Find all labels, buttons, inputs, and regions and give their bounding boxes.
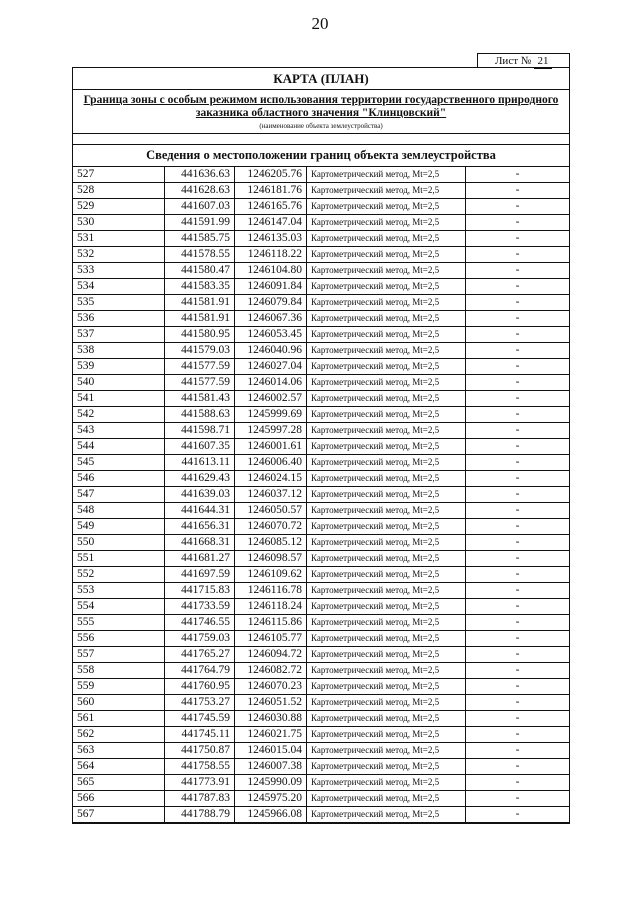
table-row	[73, 599, 569, 615]
table-row	[73, 231, 569, 247]
table-row	[73, 279, 569, 295]
x-coordinate-cell: 441750.87	[165, 743, 235, 759]
table-row	[73, 679, 569, 695]
note-cell: -	[466, 471, 570, 487]
method-cell: Картометрический метод, Mt=2,5	[307, 455, 466, 471]
x-coordinate-cell: 441758.55	[165, 759, 235, 775]
method-cell: Картометрический метод, Mt=2,5	[307, 775, 466, 791]
table-row	[73, 631, 569, 647]
y-coordinate-cell: 1246015.04	[235, 743, 307, 759]
table-row	[73, 807, 569, 823]
note-cell: -	[466, 423, 570, 439]
point-number-cell: 537	[73, 327, 165, 343]
y-coordinate-cell: 1246115.86	[235, 615, 307, 631]
table-row	[73, 743, 569, 759]
method-cell: Картометрический метод, Mt=2,5	[307, 647, 466, 663]
note-cell: -	[466, 679, 570, 695]
table-row	[73, 647, 569, 663]
note-cell: -	[466, 519, 570, 535]
point-number-cell: 538	[73, 343, 165, 359]
method-cell: Картометрический метод, Mt=2,5	[307, 359, 466, 375]
x-coordinate-cell: 441765.27	[165, 647, 235, 663]
point-number-cell: 544	[73, 439, 165, 455]
table-row	[73, 311, 569, 327]
point-number-cell: 532	[73, 247, 165, 263]
x-coordinate-cell: 441746.55	[165, 615, 235, 631]
note-cell: -	[466, 615, 570, 631]
x-coordinate-cell: 441733.59	[165, 599, 235, 615]
table-row	[73, 695, 569, 711]
coordinates-table	[73, 166, 569, 823]
note-cell: -	[466, 791, 570, 807]
x-coordinate-cell: 441681.27	[165, 551, 235, 567]
x-coordinate-cell: 441760.95	[165, 679, 235, 695]
x-coordinate-cell: 441580.47	[165, 263, 235, 279]
note-cell: -	[466, 311, 570, 327]
x-coordinate-cell: 441581.43	[165, 391, 235, 407]
x-coordinate-cell: 441668.31	[165, 535, 235, 551]
point-number-cell: 529	[73, 199, 165, 215]
x-coordinate-cell: 441636.63	[165, 167, 235, 183]
y-coordinate-cell: 1246205.76	[235, 167, 307, 183]
y-coordinate-cell: 1246105.77	[235, 631, 307, 647]
table-row	[73, 439, 569, 455]
method-cell: Картометрический метод, Mt=2,5	[307, 711, 466, 727]
note-cell: -	[466, 295, 570, 311]
method-cell: Картометрический метод, Mt=2,5	[307, 759, 466, 775]
y-coordinate-cell: 1246067.36	[235, 311, 307, 327]
y-coordinate-cell: 1246007.38	[235, 759, 307, 775]
table-row	[73, 391, 569, 407]
method-cell: Картометрический метод, Mt=2,5	[307, 439, 466, 455]
x-coordinate-cell: 441591.99	[165, 215, 235, 231]
x-coordinate-cell: 441585.75	[165, 231, 235, 247]
note-cell: -	[466, 775, 570, 791]
x-coordinate-cell: 441773.91	[165, 775, 235, 791]
table-row	[73, 199, 569, 215]
point-number-cell: 555	[73, 615, 165, 631]
x-coordinate-cell: 441629.43	[165, 471, 235, 487]
note-cell: -	[466, 231, 570, 247]
note-cell: -	[466, 167, 570, 183]
y-coordinate-cell: 1246118.22	[235, 247, 307, 263]
y-coordinate-cell: 1246165.76	[235, 199, 307, 215]
note-cell: -	[466, 215, 570, 231]
point-number-cell: 550	[73, 535, 165, 551]
y-coordinate-cell: 1245997.28	[235, 423, 307, 439]
table-row	[73, 423, 569, 439]
note-cell: -	[466, 631, 570, 647]
y-coordinate-cell: 1246037.12	[235, 487, 307, 503]
y-coordinate-cell: 1246070.72	[235, 519, 307, 535]
point-number-cell: 541	[73, 391, 165, 407]
method-cell: Картометрический метод, Mt=2,5	[307, 247, 466, 263]
method-cell: Картометрический метод, Mt=2,5	[307, 167, 466, 183]
x-coordinate-cell: 441753.27	[165, 695, 235, 711]
note-cell: -	[466, 391, 570, 407]
y-coordinate-cell: 1246030.88	[235, 711, 307, 727]
table-row	[73, 359, 569, 375]
method-cell: Картометрический метод, Mt=2,5	[307, 407, 466, 423]
note-cell: -	[466, 663, 570, 679]
y-coordinate-cell: 1246104.80	[235, 263, 307, 279]
table-row	[73, 295, 569, 311]
x-coordinate-cell: 441715.83	[165, 583, 235, 599]
note-cell: -	[466, 455, 570, 471]
note-cell: -	[466, 439, 570, 455]
point-number-cell: 565	[73, 775, 165, 791]
point-number-cell: 548	[73, 503, 165, 519]
y-coordinate-cell: 1246118.24	[235, 599, 307, 615]
method-cell: Картометрический метод, Mt=2,5	[307, 551, 466, 567]
document-frame	[72, 67, 570, 824]
method-cell: Картометрический метод, Mt=2,5	[307, 391, 466, 407]
table-row	[73, 663, 569, 679]
point-number-cell: 546	[73, 471, 165, 487]
y-coordinate-cell: 1245975.20	[235, 791, 307, 807]
method-cell: Картометрический метод, Mt=2,5	[307, 279, 466, 295]
x-coordinate-cell: 441745.11	[165, 727, 235, 743]
note-cell: -	[466, 279, 570, 295]
point-number-cell: 557	[73, 647, 165, 663]
y-coordinate-cell: 1246014.06	[235, 375, 307, 391]
table-row	[73, 519, 569, 535]
point-number-cell: 549	[73, 519, 165, 535]
note-cell: -	[466, 727, 570, 743]
note-cell: -	[466, 375, 570, 391]
method-cell: Картометрический метод, Mt=2,5	[307, 519, 466, 535]
y-coordinate-cell: 1246001.61	[235, 439, 307, 455]
note-cell: -	[466, 599, 570, 615]
x-coordinate-cell: 441787.83	[165, 791, 235, 807]
note-cell: -	[466, 247, 570, 263]
x-coordinate-cell: 441639.03	[165, 487, 235, 503]
table-row	[73, 791, 569, 807]
document-title: КАРТА (ПЛАН)	[73, 68, 569, 90]
point-number-cell: 563	[73, 743, 165, 759]
y-coordinate-cell: 1246082.72	[235, 663, 307, 679]
point-number-cell: 533	[73, 263, 165, 279]
point-number-cell: 536	[73, 311, 165, 327]
note-cell: -	[466, 807, 570, 823]
y-coordinate-cell: 1246070.23	[235, 679, 307, 695]
table-row	[73, 551, 569, 567]
point-number-cell: 551	[73, 551, 165, 567]
table-row	[73, 535, 569, 551]
point-number-cell: 535	[73, 295, 165, 311]
method-cell: Картометрический метод, Mt=2,5	[307, 487, 466, 503]
table-row	[73, 759, 569, 775]
table-row	[73, 263, 569, 279]
note-cell: -	[466, 583, 570, 599]
x-coordinate-cell: 441580.95	[165, 327, 235, 343]
y-coordinate-cell: 1246147.04	[235, 215, 307, 231]
x-coordinate-cell: 441581.91	[165, 295, 235, 311]
method-cell: Картометрический метод, Mt=2,5	[307, 295, 466, 311]
section-title: Сведения о местоположении границ объекта землеустройства	[73, 144, 569, 166]
y-coordinate-cell: 1246027.04	[235, 359, 307, 375]
table-row	[73, 471, 569, 487]
x-coordinate-cell: 441613.11	[165, 455, 235, 471]
note-cell: -	[466, 647, 570, 663]
point-number-cell: 558	[73, 663, 165, 679]
sheet-label: Лист №	[494, 55, 532, 67]
note-cell: -	[466, 183, 570, 199]
method-cell: Картометрический метод, Mt=2,5	[307, 599, 466, 615]
y-coordinate-cell: 1246109.62	[235, 567, 307, 583]
note-cell: -	[466, 487, 570, 503]
x-coordinate-cell: 441644.31	[165, 503, 235, 519]
method-cell: Картометрический метод, Mt=2,5	[307, 583, 466, 599]
method-cell: Картометрический метод, Mt=2,5	[307, 663, 466, 679]
note-cell: -	[466, 407, 570, 423]
method-cell: Картометрический метод, Mt=2,5	[307, 471, 466, 487]
table-row	[73, 327, 569, 343]
method-cell: Картометрический метод, Mt=2,5	[307, 375, 466, 391]
table-row	[73, 247, 569, 263]
x-coordinate-cell: 441745.59	[165, 711, 235, 727]
object-caption: (наименование объекта землеустройства)	[73, 120, 569, 134]
point-number-cell: 553	[73, 583, 165, 599]
x-coordinate-cell: 441656.31	[165, 519, 235, 535]
note-cell: -	[466, 359, 570, 375]
x-coordinate-cell: 441788.79	[165, 807, 235, 823]
table-row	[73, 215, 569, 231]
x-coordinate-cell: 441764.79	[165, 663, 235, 679]
method-cell: Картометрический метод, Mt=2,5	[307, 215, 466, 231]
point-number-cell: 561	[73, 711, 165, 727]
note-cell: -	[466, 263, 570, 279]
point-number-cell: 547	[73, 487, 165, 503]
method-cell: Картометрический метод, Mt=2,5	[307, 743, 466, 759]
method-cell: Картометрический метод, Mt=2,5	[307, 263, 466, 279]
page-number: 20	[311, 14, 329, 33]
point-number-cell: 552	[73, 567, 165, 583]
note-cell: -	[466, 327, 570, 343]
point-number-cell: 560	[73, 695, 165, 711]
table-row	[73, 343, 569, 359]
method-cell: Картометрический метод, Mt=2,5	[307, 423, 466, 439]
y-coordinate-cell: 1245966.08	[235, 807, 307, 823]
x-coordinate-cell: 441759.03	[165, 631, 235, 647]
method-cell: Картометрический метод, Mt=2,5	[307, 503, 466, 519]
point-number-cell: 564	[73, 759, 165, 775]
note-cell: -	[466, 759, 570, 775]
note-cell: -	[466, 711, 570, 727]
point-number-cell: 562	[73, 727, 165, 743]
y-coordinate-cell: 1246051.52	[235, 695, 307, 711]
method-cell: Картометрический метод, Mt=2,5	[307, 567, 466, 583]
x-coordinate-cell: 441581.91	[165, 311, 235, 327]
table-row	[73, 167, 569, 183]
method-cell: Картометрический метод, Mt=2,5	[307, 695, 466, 711]
method-cell: Картометрический метод, Mt=2,5	[307, 311, 466, 327]
note-cell: -	[466, 567, 570, 583]
method-cell: Картометрический метод, Mt=2,5	[307, 631, 466, 647]
method-cell: Картометрический метод, Mt=2,5	[307, 183, 466, 199]
method-cell: Картометрический метод, Mt=2,5	[307, 679, 466, 695]
method-cell: Картометрический метод, Mt=2,5	[307, 535, 466, 551]
object-name: Граница зоны с особым режимом использования территории государственного природного заказника областного значения "Клинцовский"	[83, 94, 559, 119]
table-row	[73, 407, 569, 423]
x-coordinate-cell: 441628.63	[165, 183, 235, 199]
table-row	[73, 775, 569, 791]
point-number-cell: 554	[73, 599, 165, 615]
y-coordinate-cell: 1246053.45	[235, 327, 307, 343]
method-cell: Картометрический метод, Mt=2,5	[307, 199, 466, 215]
point-number-cell: 542	[73, 407, 165, 423]
method-cell: Картометрический метод, Mt=2,5	[307, 727, 466, 743]
sheet-number: 21	[534, 54, 552, 69]
y-coordinate-cell: 1246135.03	[235, 231, 307, 247]
table-row	[73, 727, 569, 743]
point-number-cell: 567	[73, 807, 165, 823]
x-coordinate-cell: 441579.03	[165, 343, 235, 359]
x-coordinate-cell: 441577.59	[165, 359, 235, 375]
point-number-cell: 531	[73, 231, 165, 247]
y-coordinate-cell: 1246006.40	[235, 455, 307, 471]
x-coordinate-cell: 441577.59	[165, 375, 235, 391]
x-coordinate-cell: 441697.59	[165, 567, 235, 583]
table-row	[73, 567, 569, 583]
note-cell: -	[466, 695, 570, 711]
y-coordinate-cell: 1246021.75	[235, 727, 307, 743]
point-number-cell: 543	[73, 423, 165, 439]
method-cell: Картометрический метод, Mt=2,5	[307, 807, 466, 823]
note-cell: -	[466, 343, 570, 359]
y-coordinate-cell: 1246091.84	[235, 279, 307, 295]
x-coordinate-cell: 441607.03	[165, 199, 235, 215]
point-number-cell: 527	[73, 167, 165, 183]
x-coordinate-cell: 441578.55	[165, 247, 235, 263]
point-number-cell: 556	[73, 631, 165, 647]
point-number-cell: 530	[73, 215, 165, 231]
point-number-cell: 534	[73, 279, 165, 295]
y-coordinate-cell: 1246085.12	[235, 535, 307, 551]
note-cell: -	[466, 743, 570, 759]
coordinates-table-body	[73, 167, 569, 823]
point-number-cell: 545	[73, 455, 165, 471]
method-cell: Картометрический метод, Mt=2,5	[307, 615, 466, 631]
x-coordinate-cell: 441598.71	[165, 423, 235, 439]
table-row	[73, 183, 569, 199]
method-cell: Картометрический метод, Mt=2,5	[307, 327, 466, 343]
sheet-number-box	[477, 53, 570, 67]
y-coordinate-cell: 1246098.57	[235, 551, 307, 567]
table-row	[73, 615, 569, 631]
point-number-cell: 539	[73, 359, 165, 375]
y-coordinate-cell: 1246024.15	[235, 471, 307, 487]
point-number-cell: 528	[73, 183, 165, 199]
y-coordinate-cell: 1245999.69	[235, 407, 307, 423]
x-coordinate-cell: 441583.35	[165, 279, 235, 295]
y-coordinate-cell: 1246079.84	[235, 295, 307, 311]
table-row	[73, 375, 569, 391]
y-coordinate-cell: 1245990.09	[235, 775, 307, 791]
y-coordinate-cell: 1246094.72	[235, 647, 307, 663]
y-coordinate-cell: 1246116.78	[235, 583, 307, 599]
table-row	[73, 455, 569, 471]
note-cell: -	[466, 503, 570, 519]
x-coordinate-cell: 441588.63	[165, 407, 235, 423]
note-cell: -	[466, 551, 570, 567]
table-row	[73, 487, 569, 503]
y-coordinate-cell: 1246040.96	[235, 343, 307, 359]
point-number-cell: 559	[73, 679, 165, 695]
method-cell: Картометрический метод, Mt=2,5	[307, 343, 466, 359]
point-number-cell: 566	[73, 791, 165, 807]
table-row	[73, 503, 569, 519]
method-cell: Картометрический метод, Mt=2,5	[307, 231, 466, 247]
table-row	[73, 711, 569, 727]
y-coordinate-cell: 1246050.57	[235, 503, 307, 519]
table-row	[73, 583, 569, 599]
note-cell: -	[466, 199, 570, 215]
x-coordinate-cell: 441607.35	[165, 439, 235, 455]
y-coordinate-cell: 1246002.57	[235, 391, 307, 407]
point-number-cell: 540	[73, 375, 165, 391]
method-cell: Картометрический метод, Mt=2,5	[307, 791, 466, 807]
note-cell: -	[466, 535, 570, 551]
y-coordinate-cell: 1246181.76	[235, 183, 307, 199]
